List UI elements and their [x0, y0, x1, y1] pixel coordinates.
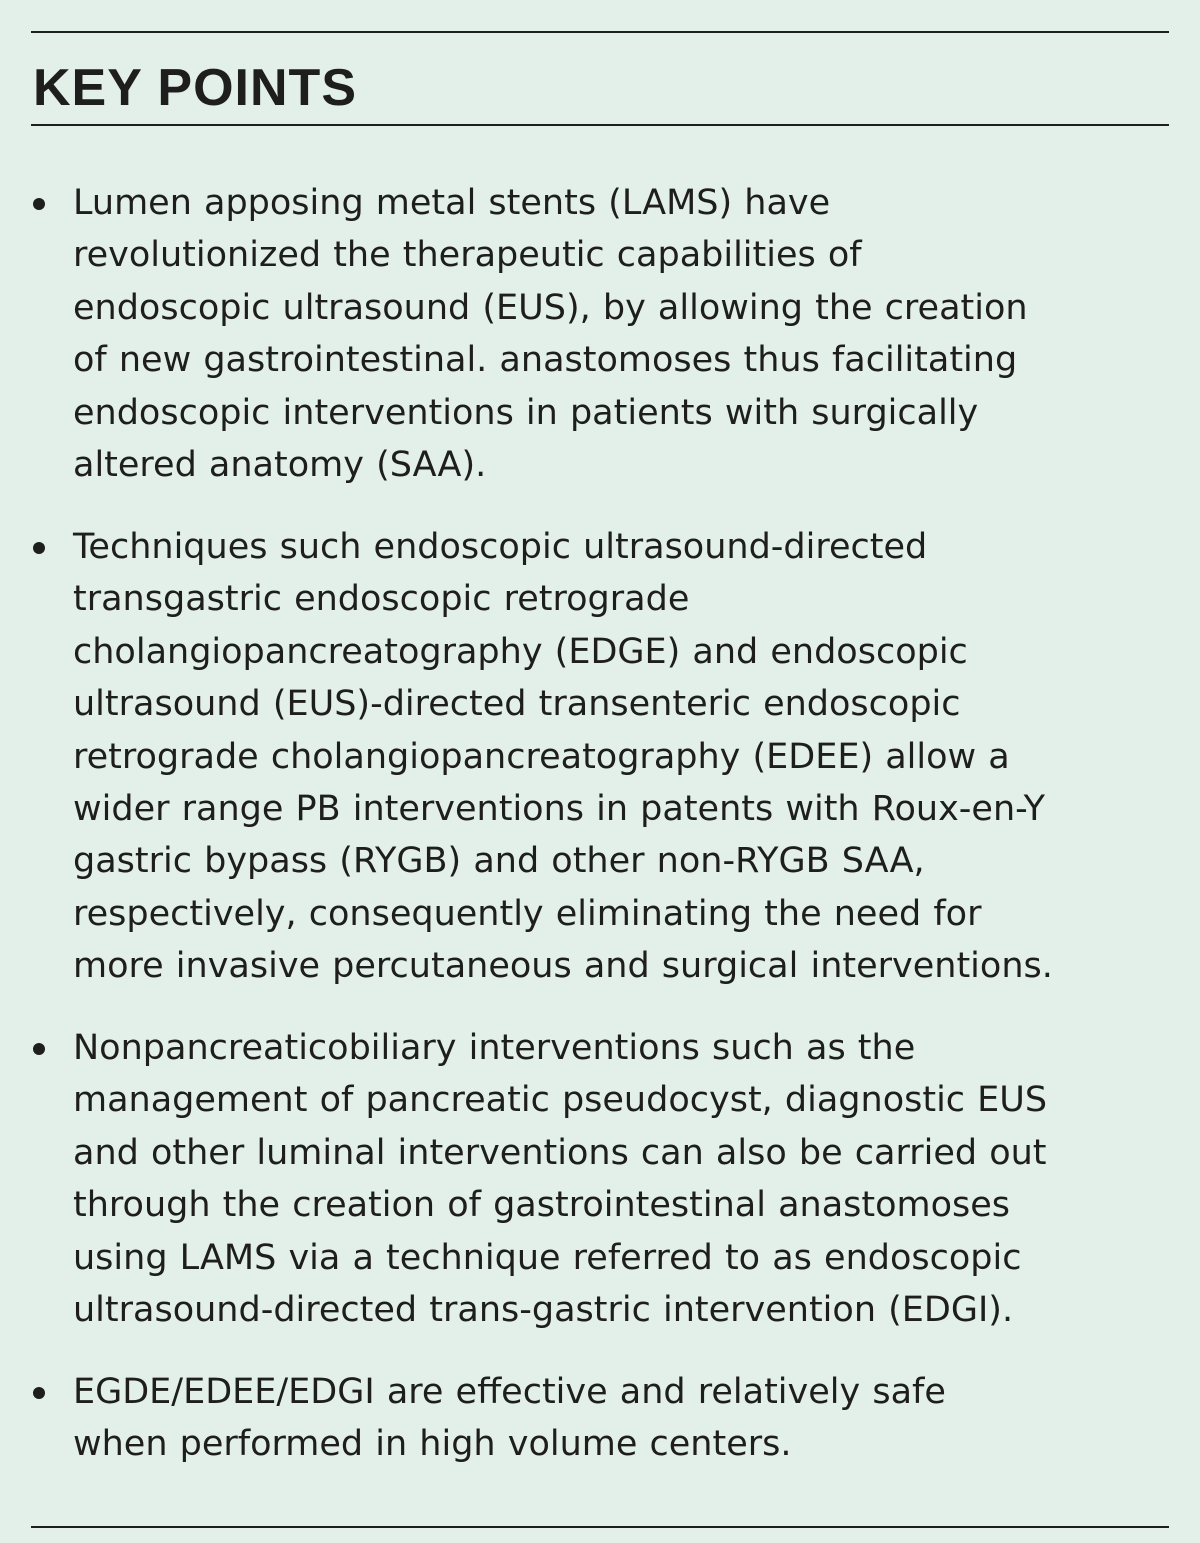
text-line: through the creation of gastrointestinal anastomoses	[73, 1185, 1011, 1226]
text-line: ultrasound (EUS)-directed transenteric endoscopic	[73, 684, 961, 725]
text-line: retrograde cholangiopancreatography (EDEE) allow a	[73, 736, 1010, 777]
text-line: transgastric endoscopic retrograde	[73, 579, 690, 620]
text-line: of new gastrointestinal. anastomoses thus facilitating	[73, 340, 1018, 381]
key-point-text	[73, 1366, 1163, 1471]
bullet-icon	[33, 542, 45, 554]
text-line: gastric bypass (RYGB) and other non-RYGB SAA,	[73, 841, 925, 882]
text-line: endoscopic ultrasound (EUS), by allowing the creation	[73, 287, 1028, 328]
text-line: endoscopic interventions in patients with surgically	[73, 392, 979, 433]
bottom-rule	[31, 1526, 1169, 1528]
text-line: EGDE/EDEE/EDGI are effective and relatively safe	[73, 1372, 946, 1412]
text-line: using LAMS via a technique referred to as endoscopic	[73, 1237, 1022, 1278]
key-point-text	[73, 1022, 1163, 1336]
text-line: wider range PB interventions in patents with Roux-en-Y	[73, 789, 1045, 830]
text-line: ultrasound-directed trans-gastric intervention (EDGI).	[73, 1290, 1014, 1331]
text-line: and other luminal interventions can also be carried out	[73, 1132, 1047, 1173]
text-line: respectively, consequently eliminating the need for	[73, 893, 982, 934]
top-rule	[31, 31, 1169, 33]
text-line: cholangiopancreatography (EDGE) and endoscopic	[73, 631, 968, 672]
bullet-icon	[33, 1043, 45, 1055]
text-line: management of pancreatic pseudocyst, diagnostic EUS	[73, 1080, 1048, 1121]
key-point-text	[73, 521, 1163, 993]
box-title: KEY POINTS	[33, 59, 358, 117]
text-line: Nonpancreaticobiliary interventions such as the	[73, 1028, 916, 1068]
key-point-text	[73, 177, 1163, 491]
text-line: Techniques such endoscopic ultrasound-directed	[73, 527, 928, 567]
text-line: altered anatomy (SAA).	[73, 445, 487, 486]
title-rule	[31, 124, 1169, 126]
text-line: revolutionized the therapeutic capabilities of	[73, 235, 862, 276]
text-line: more invasive percutaneous and surgical interventions.	[73, 946, 1053, 987]
text-line: when performed in high volume centers.	[73, 1424, 792, 1465]
bullet-icon	[33, 198, 45, 210]
bullet-icon	[33, 1387, 45, 1399]
text-line: Lumen apposing metal stents (LAMS) have	[73, 183, 831, 223]
